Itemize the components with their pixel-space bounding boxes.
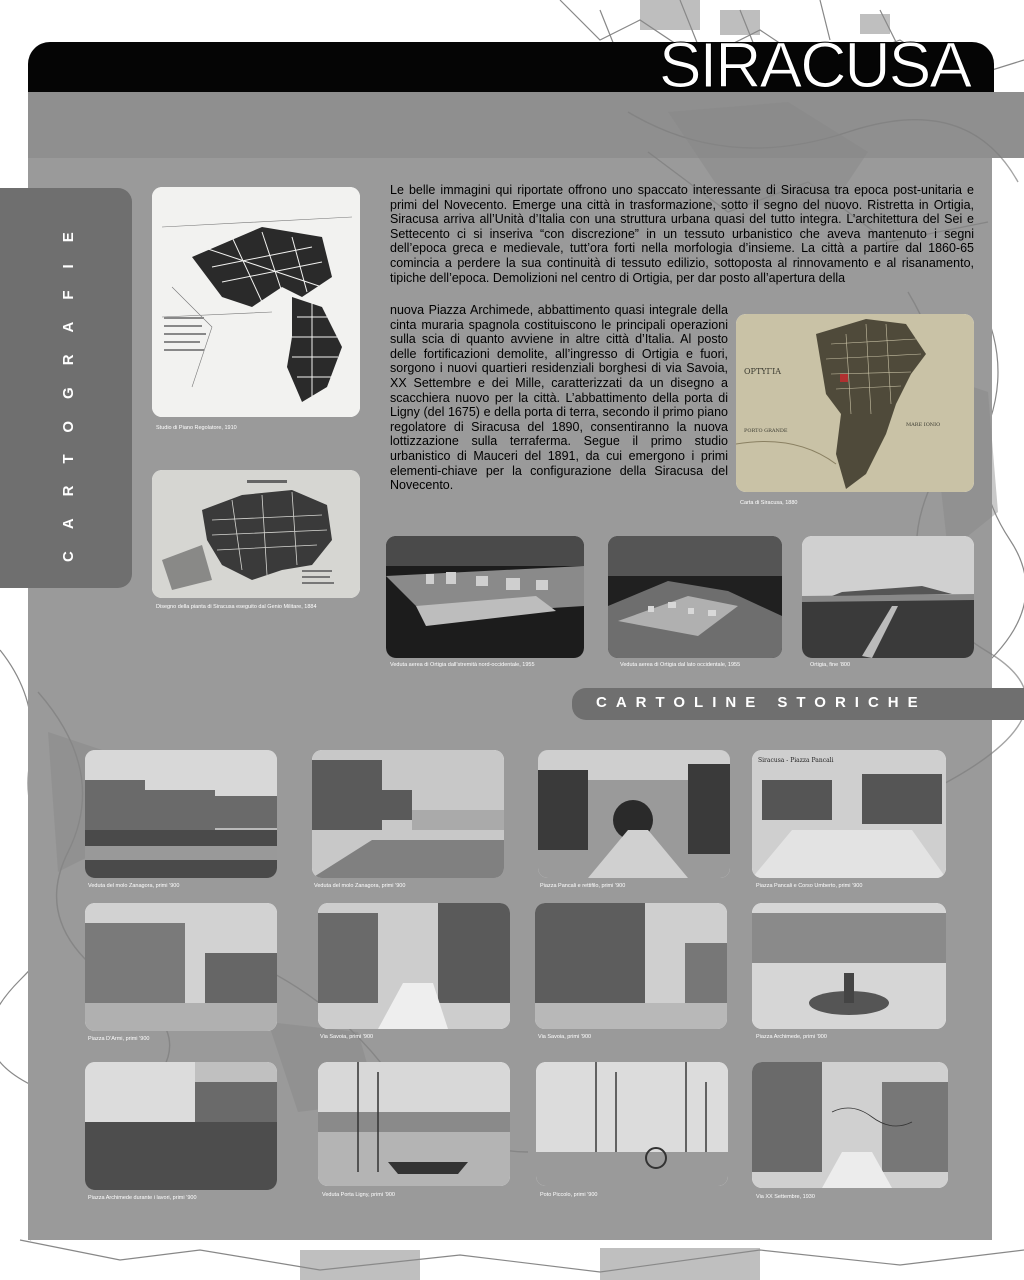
postcard-5 <box>85 903 277 1031</box>
postcard-11 <box>536 1062 728 1186</box>
postcard-3-caption: Piazza Pancali e rettifilo, primi ’900 <box>540 883 626 889</box>
postcard-2 <box>312 750 504 878</box>
map2-caption: Disegno della pianta di Siracusa eseguito dal Genio Militare, 1884 <box>156 604 317 610</box>
postcard-10 <box>318 1062 510 1186</box>
postcard-10-caption: Veduta Porta Ligny, primi ’900 <box>322 1192 395 1198</box>
map3-mare-label: MARE IONIO <box>906 422 941 428</box>
postcard-7 <box>535 903 727 1029</box>
aerial-photo-2 <box>608 536 782 658</box>
page-title: SIRACUSA <box>658 29 970 101</box>
postcard-4-header: Siracusa - Piazza Pancali <box>758 757 834 764</box>
postcard-11-caption: Poto Piccolo, primi ’900 <box>540 1192 598 1198</box>
map3-ortygia-label: ΟΡΤΥΓΙΑ <box>744 367 782 376</box>
postcard-1-caption: Veduta del molo Zanagora, primi ’900 <box>88 883 180 889</box>
map-piano-regolatore-1910 <box>152 187 360 417</box>
postcard-5-caption: Piazza D’Armi, primi ’900 <box>88 1036 150 1042</box>
aerial-photo-3 <box>802 536 974 658</box>
postcard-2-caption: Veduta del molo Zanagora, primi ’900 <box>314 883 406 889</box>
postcard-7-caption: Via Savoia, primi ’900 <box>538 1034 592 1040</box>
map-carta-siracusa-1880 <box>736 314 974 492</box>
aerial1-caption: Veduta aerea di Ortigia dall’stremità nord-occidentale, 1955 <box>390 662 535 668</box>
postcards-section-title: CARTOLINE STORICHE <box>596 694 927 711</box>
postcard-8 <box>752 903 946 1029</box>
postcard-1 <box>85 750 277 878</box>
map3-caption: Carta di Siracusa, 1880 <box>740 500 798 506</box>
postcard-12-caption: Via XX Settembre, 1930 <box>756 1194 815 1200</box>
intro-paragraph-wide: Le belle immagini qui riportate offrono uno spaccato interessante di Siracusa tra epoca post-unitaria e primi del Novecento. Emerge una città in trasformazione, sotto il segno del nuovo. Ristretta in Ortigia, Siracusa arriva all’Unità d’Italia con una struttura urbana quasi del tutto integra. L’architettura del Sei e Settecento ci si inseriva “con discrezione” in un tessuto urbanistico che aveva mantenuto i segni dell’epoca greca e medievale, tutt’ora forti nella morfologia d’insieme. La città a partire dal 1860-65 comincia a perdere la sua continuità di tessuto edilizio, sottoposta al rinnovamento e al risanamento, tipiche dell’epoca. Demolizioni nel centro di Ortigia, per dar posto all’apertura della <box>390 183 974 285</box>
postcard-6-caption: Via Savoia, primi ’900 <box>320 1034 374 1040</box>
postcard-3 <box>538 750 730 878</box>
map3-porto-label: PORTO GRANDE <box>744 428 788 434</box>
postcard-4-caption: Piazza Pancali e Corso Umberto, primi ’900 <box>756 883 863 889</box>
sidebar-tab-label: CARTOGRAFIE <box>60 210 77 562</box>
intro-paragraph-narrow: nuova Piazza Archimede, abbattimento quasi integrale della cinta muraria spagnola costituiscono le principali operazioni sulla scia di quanto avviene in altre città d’Italia. Al posto delle fortificazioni demolite, all’ingresso di Ortigia e fuori, sorgono i nuovi quartieri residenziali borghesi di via Savoia, XX Settembre e dei Mille, caratterizzati da un disegno a scacchiera nuovo per la città. L’abbattimento della porta di Ligny (del 1675) e della porta di terra, secondo il primo piano regolatore di Siracusa del 1890, consentiranno la nuova lottizzazione sulla terraferma. Segue il primo studio urbanistico di Mauceri del 1891, da cui emergono i primi elementi-chiave per la configurazione della Siracusa del Novecento. <box>390 303 728 493</box>
postcard-9-caption: Piazza Archimede durante i lavori, primi ’900 <box>88 1195 197 1201</box>
postcard-9 <box>85 1062 277 1190</box>
postcard-8-caption: Piazza Archimede, primi ’900 <box>756 1034 827 1040</box>
postcard-4 <box>752 750 946 878</box>
map-genio-militare-1884 <box>152 470 360 598</box>
aerial-photo-1 <box>386 536 584 658</box>
aerial3-caption: Ortigia, fine ’800 <box>810 662 851 668</box>
postcard-6 <box>318 903 510 1029</box>
postcard-12 <box>752 1062 948 1188</box>
aerial2-caption: Veduta aerea di Ortigia dal lato occidentale, 1955 <box>620 662 741 668</box>
map1-caption: Studio di Piano Regolatore, 1910 <box>156 425 237 431</box>
